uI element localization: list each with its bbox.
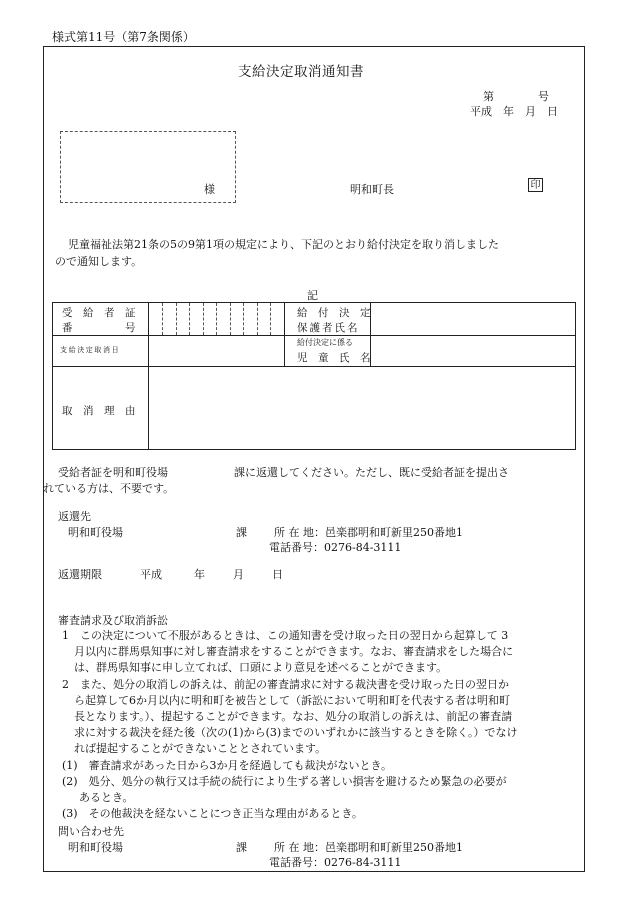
return-section: 課 <box>236 526 247 539</box>
inquiry-phone: 電話番号：0276-84-3111 <box>269 856 402 869</box>
inquiry-address: 所 在 地：邑楽郡明和町新里250番地1 <box>274 841 463 854</box>
inquiry-office: 明和町役場 <box>68 841 123 854</box>
guardian-name-field[interactable] <box>372 303 574 334</box>
appeal-heading: 審査請求及び取消訴訟 <box>58 614 168 627</box>
guardian-label-1: 給 付 決 定 <box>297 307 371 319</box>
digit-sep <box>176 303 177 335</box>
cancel-date-field[interactable] <box>150 337 283 365</box>
appeal-case-1: (1) 審査請求があった日から3か月を経過しても裁決がないとき。 <box>62 759 393 772</box>
reason-field[interactable] <box>150 368 574 449</box>
seal-mark: 印 <box>528 178 543 192</box>
return-line-1: 受給者証を明和町役場 課に返還してください。ただし、既に受給者証を提出さ <box>58 466 509 479</box>
appeal-case-3: (3) その他裁決を経ないことにつき正当な理由があるとき。 <box>62 807 363 820</box>
cancel-date-label: 支給決定取消日 <box>60 346 121 354</box>
intro-line-1: 児童福祉法第21条の5の9第1項の規定により、下記のとおり給付決定を取り消しました <box>68 238 499 251</box>
return-line-2: れている方は、不要です。 <box>43 482 175 495</box>
appeal-p1-line-2: 月以内に群馬県知事に対し審査請求をすることができます。なお、審査請求をした場合に <box>74 645 514 658</box>
table-col-1 <box>148 302 149 450</box>
digit-sep <box>189 303 190 335</box>
digit-sep <box>257 303 258 335</box>
table-rule-1 <box>52 335 576 336</box>
digit-sep <box>216 303 217 335</box>
deadline-era: 平成 <box>140 568 162 581</box>
cert-number-label-2: 番 号 <box>62 322 136 334</box>
table-rule-2 <box>52 366 576 367</box>
digit-sep <box>243 303 244 335</box>
appeal-p1-line-3: は、群馬県知事に申し立てれば、口頭により意見を述べることができます。 <box>74 661 448 674</box>
return-heading: 返還先 <box>58 510 91 523</box>
digit-sep <box>162 303 163 335</box>
table-col-2 <box>284 302 285 366</box>
issuer-name: 明和町長 <box>350 183 394 196</box>
document-number: 第 号 <box>483 90 549 103</box>
deadline-day: 日 <box>272 568 283 581</box>
deadline-year: 年 <box>194 568 205 581</box>
intro-line-2: ので通知します。 <box>55 255 143 268</box>
guardian-label-2: 保護者氏名 <box>297 322 360 334</box>
addressee-suffix: 様 <box>204 183 215 196</box>
return-office: 明和町役場 <box>68 526 123 539</box>
digit-sep <box>270 303 271 335</box>
appeal-p1-line-1: 1 この決定について不服があるときは、この通知書を受け取った日の翌日から起算して 3 <box>62 629 509 642</box>
digit-sep <box>203 303 204 335</box>
appeal-p2-line-1: 2 また、処分の取消しの訴えは、前記の審査請求に対する裁決書を受け取った日の翌日か <box>62 678 509 691</box>
child-name-field[interactable] <box>372 337 574 365</box>
appeal-p2-line-2: ら起算して6か月以内に明和町を被告として（訴訟において明和町を代表する者は明和町 <box>74 694 510 707</box>
deadline-label: 返還期限 <box>58 568 102 581</box>
issue-date: 平成 年 月 日 <box>470 105 558 118</box>
document-title: 支給決定取消通知書 <box>238 64 364 80</box>
child-label-2: 児 童 氏 名 <box>297 352 371 364</box>
ki-heading: 記 <box>307 289 318 302</box>
appeal-p2-line-3: 長となります。）、提起することができます。なお、処分の取消しの訴えは、前記の審査請 <box>74 710 513 723</box>
child-label-1: 給付決定に係る <box>297 338 353 347</box>
cert-number-label-1: 受 給 者 証 <box>62 307 136 319</box>
return-address: 所 在 地：邑楽郡明和町新里250番地1 <box>274 526 463 539</box>
inquiry-section: 課 <box>236 841 247 854</box>
return-phone: 電話番号：0276-84-3111 <box>269 541 402 554</box>
digit-sep <box>230 303 231 335</box>
appeal-case-2-line-1: (2) 処分、処分の執行又は手続の続行により生ずる著しい損害を避けるため緊急の必要が <box>62 775 507 788</box>
appeal-case-2-line-2: あるとき。 <box>79 791 134 804</box>
deadline-month: 月 <box>233 568 244 581</box>
appeal-p2-line-5: れば提起することができないこととされています。 <box>74 742 327 755</box>
inquiry-heading: 問い合わせ先 <box>58 825 124 838</box>
reason-label: 取 消 理 由 <box>62 405 136 417</box>
form-label: 様式第11号（第7条関係） <box>52 30 195 44</box>
appeal-p2-line-4: 求に対する裁決を経た後（次の(1)から(3)までのいずれかに該当するときを除く。）でなけ <box>74 726 518 739</box>
